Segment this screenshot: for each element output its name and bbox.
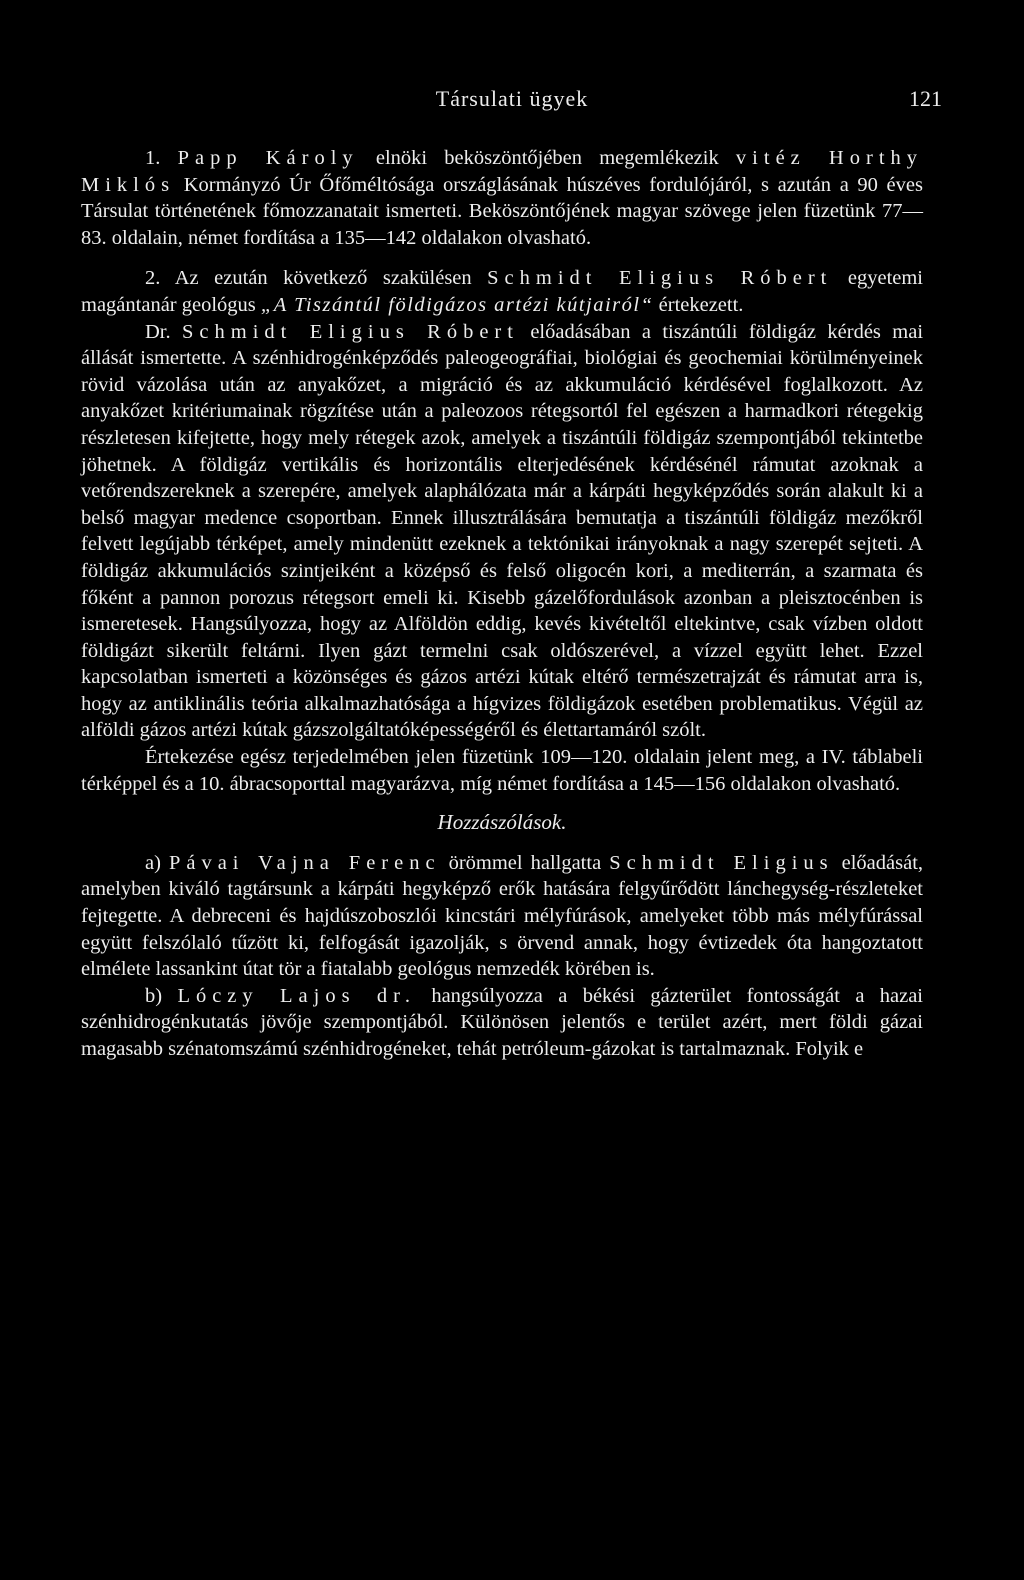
text-run: előadását, amelyben kiváló tagtársunk a kárpáti hegyképző erők hatására felgyűrődött lánchegység-részleteket fejtegette. A debreceni és hajdúszoboszlói kincstári mélyfúrások, amelyeket több más mélyfúrással együtt felszólaló tűzött ki, felfogását igazolják, s örvend annak, hogy évtizedek óta hangoztatott elmélete lassankint útat tör a fiatalabb geológus nemzedék körében is. — [81, 851, 924, 981]
person-name: Pávai Vajna Ferenc — [168, 851, 441, 874]
person-name: Schmidt Eligius Róbert — [487, 267, 833, 290]
text-run: értekezett. — [653, 293, 744, 316]
text-run: előadásában a tiszántúli földigáz kérdés mai állását ismertette. A szénhidrogénképződés paleogeográfiai, biológiai és geochemiai körülményeinek rövid vázolása után az anyakőzet, a migráció és az akkumuláció kérdésével foglalkozott. Az anyakőzet kritériumainak rögzítése után a paleozoos rétegsortól fel egészen a harmadkori rétegekig részletesen kifejtette, hogy mely rétegek azok, amelyek a tiszántúli földigáz szempontjából tekintetbe jöhetnek. A földigáz vertikális és horizontális elterjedésének kérdésénél rámutat azoknak a vetőrendszereknek a szerepére, amelyek alaphálózata már a kárpáti hegyképződés során alakult ki a belső magyar medence csoportban. Ennek illusztrálására bemutatja a tiszántúli földigáz mezőkről felvett legújabb térképet, amely mindenütt ezeknek a tektónikai irányoknak a nagy szerepét sejteti. A földigáz akkumulációs szintjeiként a középső és felső oligocén kori, a mediterrán, a szarmata és főként a pannon porozus rétegsort emeli ki. Kisebb gázelőfordulások azonban a pleisztocénben is ismeretesek. Hangsúlyozza, hogy az Alföldön eddig, kevés kivételtől eltekintve, csak vízben oldott földigázt sikerült feltárni. Ilyen gázt termelni csak oldószerével, a vízzel együtt lehet. Ezzel kapcsolatban ismerteti a közönséges és gázos artézi kútak eltérő természetrajzát és rámutat arra is, hogy az antiklinális teória alkalmazhatósága a hígvizes földigázok esetében problematikus. Végül az alföldi gázos artézi kútak gázszolgáltatóképességéről és élettartamáról szólt. — [81, 320, 924, 742]
text-run: Az ezután következő szakülésen — [160, 267, 488, 290]
paragraph-1 — [81, 145, 923, 251]
page-header — [0, 86, 1024, 116]
item-number: 1. — [145, 147, 161, 169]
person-name: vitéz Horthy Miklós — [81, 147, 924, 196]
text-run: b) — [145, 984, 178, 1007]
text-run: Dr. — [145, 320, 182, 343]
lecture-title: „A Tiszántúl földigázos artézi kútjairól“ — [260, 293, 654, 316]
person-name: Schmidt Eligius Róbert — [182, 320, 519, 343]
text-run: Kormányzó Úr Őfőméltósága országlásának húszéves fordulójáról, s azután a 90 éves Társulat történetének főmozzanatait ismerteti. Beköszöntőjének magyar szövege jelen füzetünk 77—83. oldalain, német fordítása a 135—142 oldalakon olvasható. — [81, 173, 923, 249]
page-number: 121 — [909, 86, 942, 111]
paragraph-4: Értekezése egész terjedelmében jelen füzetünk 109—120. oldalain jelent meg, a IV. táblabeli térképpel és a 10. ábracsoporttal magyarázva, míg német fordítása a 145—156 oldalakon olvasható. — [81, 746, 923, 795]
person-name: Schmidt Eligius — [609, 851, 834, 874]
body-text — [81, 145, 923, 1063]
text-run: egyetemi magántanár geológus — [81, 267, 924, 316]
paragraph-6 — [81, 983, 923, 1063]
text-run: örömmel hallgatta — [440, 851, 610, 874]
paragraph-3 — [81, 319, 923, 745]
paragraph-2 — [81, 265, 923, 318]
section-heading: Hozzászólások. — [437, 810, 567, 835]
text-run: elnöki beköszöntőjében megemlékezik — [358, 147, 736, 169]
paragraph-5 — [81, 850, 923, 983]
person-name: Papp Károly — [177, 147, 359, 169]
text-run: hangsúlyozza a békési gázterület fontosságát a hazai szénhidrogénkutatás jövője szempontjából. Különösen jelentős e terület azért, mert földi gázai magasabb szénatomszámú szénhidrogéneket, tehát petróleum-gázokat is tartalmaznak. Folyik e — [81, 984, 924, 1060]
item-number: 2. — [145, 267, 161, 290]
text-run: a) — [145, 851, 169, 874]
running-title: Társulati ügyek — [435, 86, 589, 111]
person-name: Lóczy Lajos dr. — [177, 984, 416, 1007]
